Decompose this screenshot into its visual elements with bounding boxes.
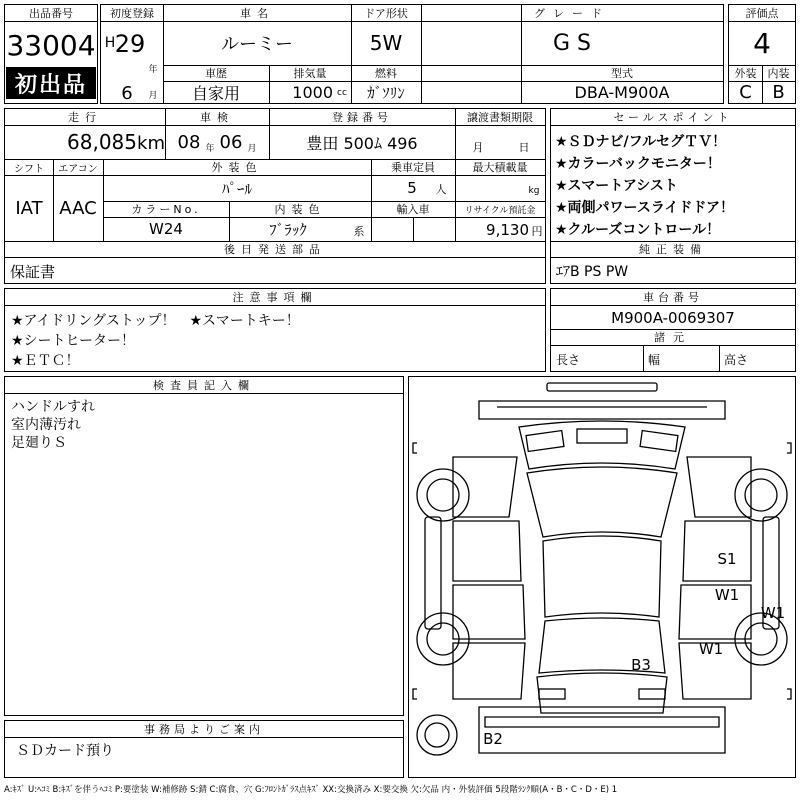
capacity: 5 <box>407 179 417 197</box>
transfer-month: 月 <box>472 141 484 154</box>
ac: AAC <box>59 197 97 219</box>
later-parts: 保証書 <box>10 262 56 281</box>
note-line: ★アイドリングストップ！ ★スマートキー！ <box>11 313 300 329</box>
grade: G S <box>552 30 591 56</box>
plate-label: 登録番号 <box>332 111 392 124</box>
shift: IAT <box>15 197 43 219</box>
color-no: W24 <box>149 220 183 238</box>
length-label: 長さ <box>556 352 581 367</box>
era: H <box>104 35 116 51</box>
transfer-day: 日 <box>518 141 530 154</box>
damage-mark-b3: B3 <box>631 656 651 674</box>
chassis-box <box>550 288 796 372</box>
lot-number-label: 出品番号 <box>29 7 73 20</box>
note-line: ★シートヒーター！ <box>11 333 135 349</box>
inspector-line: ハンドルすれ <box>11 399 95 415</box>
shift-label: シフト <box>14 163 44 175</box>
damage-mark-w1: W1 <box>761 604 785 622</box>
office-box <box>4 720 404 778</box>
door-label: ドア形状 <box>364 7 408 20</box>
damage-diagram-box <box>408 376 796 778</box>
score-label: 評価点 <box>745 7 779 20</box>
equipment-value: ｴｱB PS PW <box>556 264 629 280</box>
capacity-unit: 人 <box>435 183 447 196</box>
exterior-label: 外装 <box>734 67 757 80</box>
car-body-diagram <box>409 377 795 777</box>
model-code: DBA-M900A <box>574 82 670 102</box>
first-listing-badge: 初出品 <box>6 67 96 99</box>
int-color: ﾌﾞﾗｯｸ <box>269 220 307 239</box>
chassis-number: M900A-0069307 <box>611 309 735 327</box>
color-no-label: カラーNo. <box>131 203 201 216</box>
sales-point-item: ★ＳＤナビ/フルセグＴＶ！ <box>555 134 727 150</box>
inspector-line: 足廻りＳ <box>11 435 67 451</box>
sales-point-item: ★両側パワースライドドア！ <box>555 200 735 216</box>
inspector-label: 検査員記入欄 <box>153 379 255 392</box>
sales-point-item: ★クルーズコントロール！ <box>555 222 721 238</box>
inspector-line: 室内薄汚れ <box>11 417 81 433</box>
width-label: 幅 <box>648 352 661 367</box>
office-text: ＳＤカード預り <box>16 743 114 759</box>
ac-label: エアコン <box>58 163 98 175</box>
door-type: 5W <box>369 31 403 55</box>
sales-points-label: セールスポイント <box>613 111 733 124</box>
chassis-label: 車台番号 <box>643 291 703 304</box>
mileage-unit: km <box>137 132 165 154</box>
year-unit: 年 <box>148 64 158 75</box>
fuel-label: 燃料 <box>375 67 397 80</box>
model-label: 型式 <box>611 67 633 80</box>
inspection-label: 車検 <box>200 111 234 124</box>
plate-number: 豊田 500ﾑ 496 <box>306 133 418 153</box>
equipment-label: 純正装備 <box>639 243 707 256</box>
details-box <box>4 108 546 284</box>
displacement-label: 排気量 <box>293 67 327 80</box>
damage-mark-b2: B2 <box>483 730 503 748</box>
inspection-month-unit: 月 <box>247 143 257 154</box>
transfer-doc-label: 譲渡書類期限 <box>467 111 533 124</box>
height-label: 高さ <box>724 352 749 367</box>
ext-color-label: 外装色 <box>211 161 263 174</box>
ext-color: ﾊﾟｰﾙ <box>221 179 252 198</box>
inspection-year: 08 <box>177 131 201 153</box>
grade-label: グレード <box>534 7 610 20</box>
damage-mark-s1: S1 <box>717 550 737 568</box>
recycle-label: リサイクル預託金 <box>464 205 536 216</box>
recycle-unit: 円 <box>531 225 543 238</box>
recycle-fee: 9,130 <box>486 221 529 239</box>
max-load-label: 最大積載量 <box>472 161 528 174</box>
notes-label: 注意事項欄 <box>232 291 318 304</box>
history: 自家用 <box>191 83 240 103</box>
vehicle-header-box <box>100 4 724 104</box>
displacement-unit: cc <box>337 88 347 98</box>
interior-label: 内装 <box>767 67 790 80</box>
damage-mark-w1: W1 <box>715 586 739 604</box>
notes-box <box>4 288 546 372</box>
mileage: 68,085 <box>67 130 137 154</box>
first-reg-label: 初度登録 <box>110 7 154 20</box>
capacity-label: 乗車定員 <box>391 161 435 174</box>
history-label: 車歴 <box>205 67 227 80</box>
score: 4 <box>753 26 771 60</box>
dims-label: 諸元 <box>654 331 692 344</box>
office-label: 事務局よりご案内 <box>144 723 264 736</box>
month-unit: 月 <box>148 90 158 101</box>
max-load-unit: kg <box>528 186 540 196</box>
interior-score: B <box>772 81 785 103</box>
import-label: 輸入車 <box>396 203 430 216</box>
car-name-label: 車名 <box>240 7 274 20</box>
exterior-score: C <box>739 81 752 103</box>
inspection-year-unit: 年 <box>205 143 215 154</box>
inspector-box <box>4 376 404 716</box>
displacement: 1000 <box>292 82 333 102</box>
score-box <box>728 4 796 104</box>
first-reg-year: 29 <box>115 30 145 58</box>
damage-mark-w1: W1 <box>699 640 723 658</box>
sales-points-box <box>550 108 796 284</box>
note-line: ★ＥＴＣ！ <box>11 353 80 369</box>
fuel: ｶﾞｿﾘﾝ <box>367 83 405 102</box>
inspection-month: 06 <box>219 131 243 153</box>
int-color-suffix: 系 <box>353 225 365 238</box>
legend-footer: A:ｷｽﾞ U:ﾍｺﾐ B:ｷｽﾞを伴うﾍｺﾐ P:要塗装 W:補修跡 S:錆 C:腐食、穴 G:ﾌﾛﾝﾄｶﾞﾗｽ点ｷｽﾞ XX:交換済み X:要交換 欠:欠品 内・外装評価 5段階ﾗﾝｸ順(A・B・C・D・E) 1 <box>4 785 618 795</box>
lot-number: 33004 <box>6 28 96 62</box>
mileage-label: 走行 <box>68 111 102 124</box>
sales-point-item: ★カラーバックモニター！ <box>555 156 721 172</box>
sales-point-item: ★スマートアシスト <box>555 178 678 194</box>
later-parts-label: 後日発送部品 <box>224 243 326 256</box>
first-reg-month: 6 <box>121 83 133 103</box>
int-color-label: 内装色 <box>274 203 326 216</box>
car-name: ルーミー <box>221 34 293 55</box>
